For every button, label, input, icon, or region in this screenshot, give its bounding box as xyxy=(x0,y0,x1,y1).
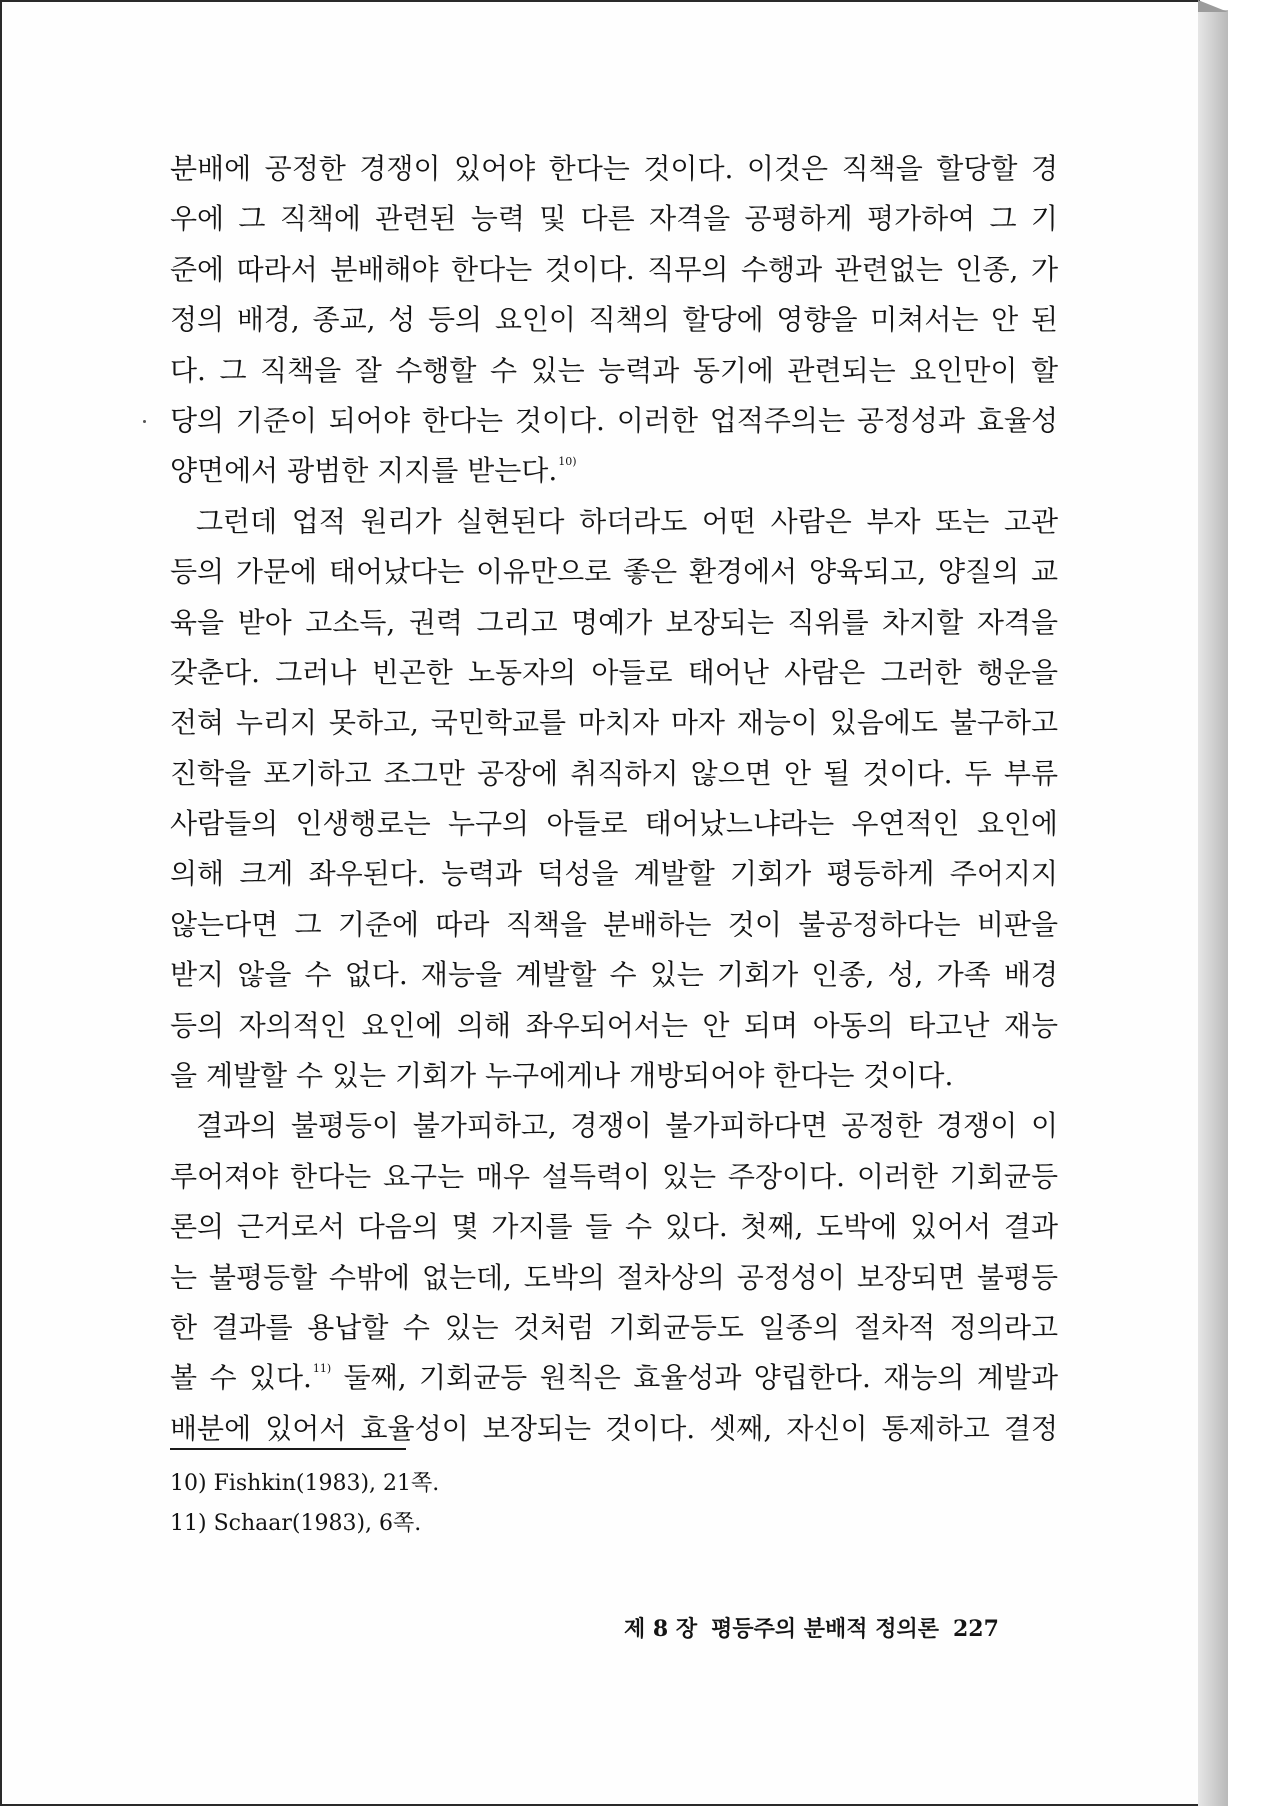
text-line-content: 볼 수 있다. xyxy=(170,1361,312,1395)
text-line: 루어져야 한다는 요구는 매우 설득력이 있는 주장이다. 이러한 기회균등 xyxy=(170,1159,1058,1193)
footnote-reference-11[interactable]: 11) xyxy=(312,1362,332,1376)
text-line: 등의 가문에 태어났다는 이유만으로 좋은 환경에서 양육되고, 양질의 교 xyxy=(170,555,1058,589)
text-line-content: 양면에서 광범한 지지를 받는다. xyxy=(170,454,558,488)
text-line xyxy=(170,446,1058,496)
text-line: 전혀 누리지 못하고, 국민학교를 마치자 마자 재능이 있음에도 불구하고 xyxy=(170,706,1058,740)
text-line: 정의 배경, 종교, 성 등의 요인이 직책의 할당에 영향을 미쳐서는 안 된 xyxy=(170,303,1058,337)
text-line: 받지 않을 수 없다. 재능을 계발할 수 있는 기회가 인종, 성, 가족 배경 xyxy=(170,958,1058,992)
footnote-reference-10[interactable]: 10) xyxy=(558,455,577,469)
text-line: 한 결과를 용납할 수 있는 것처럼 기회균등도 일종의 절차적 정의라고 xyxy=(170,1310,1058,1344)
paragraph-3 xyxy=(170,1101,1058,1454)
text-line: 당의 기준이 되어야 한다는 것이다. 이러한 업적주의는 공정성과 효율성 xyxy=(170,403,1058,437)
text-line: 사람들의 인생행로는 누구의 아들로 태어났느냐라는 우연적인 요인에 xyxy=(170,807,1058,841)
text-line: 않는다면 그 기준에 따라 직책을 분배하는 것이 불공정하다는 비판을 xyxy=(170,907,1058,941)
chapter-label: 제 8 장 xyxy=(624,1616,698,1642)
page-edge-shadow xyxy=(1198,10,1228,1806)
text-line: 등의 자의적인 요인에 의해 좌우되어서는 안 되며 아동의 타고난 재능 xyxy=(170,1008,1058,1042)
footnotes xyxy=(170,1464,439,1544)
chapter-title: 평등주의 분배적 정의론 xyxy=(711,1616,939,1642)
text-line-content: 둘째, 기회균등 원칙은 효율성과 양립한다. 재능의 계발과 xyxy=(331,1361,1058,1395)
page-corner-fold xyxy=(1198,0,1228,12)
text-line: 분배에 공정한 경쟁이 있어야 한다는 것이다. 이것은 직책을 할당할 경 xyxy=(170,152,1058,185)
text-line: 준에 따라서 분배해야 한다는 것이다. 직무의 수행과 관련없는 인종, 가 xyxy=(170,252,1058,286)
text-line: 배분에 있어서 효율성이 보장되는 것이다. 셋째, 자신이 통제하고 결정 xyxy=(170,1411,1058,1445)
text-line: 갖춘다. 그러나 빈곤한 노동자의 아들로 태어난 사람은 그러한 행운을 xyxy=(170,655,1058,689)
scan-speck xyxy=(143,420,146,423)
text-line: 의해 크게 좌우된다. 능력과 덕성을 계발할 기회가 평등하게 주어지지 xyxy=(170,857,1058,891)
footnote-separator xyxy=(170,1448,406,1450)
body-text xyxy=(170,144,1058,1454)
page-number: 227 xyxy=(952,1616,999,1642)
text-line: 육을 받아 고소득, 권력 그리고 명예가 보장되는 직위를 차지할 자격을 xyxy=(170,605,1058,639)
text-line: 는 불평등할 수밖에 없는데, 도박의 절차상의 공정성이 보장되면 불평등 xyxy=(170,1260,1058,1294)
paragraph-1 xyxy=(170,144,1058,497)
text-line: 그런데 업적 원리가 실현된다 하더라도 어떤 사람은 부자 또는 고관 xyxy=(196,504,1058,538)
footnote-10: 10) Fishkin(1983), 21쪽. xyxy=(170,1471,440,1496)
text-line: 론의 근거로서 다음의 몇 가지를 들 수 있다. 첫째, 도박에 있어서 결과 xyxy=(170,1210,1058,1244)
paragraph-2 xyxy=(170,497,1058,1102)
footnote-11: 11) Schaar(1983), 6쪽. xyxy=(170,1511,422,1536)
running-footer xyxy=(624,1614,999,1644)
text-line: 결과의 불평등이 불가피하고, 경쟁이 불가피하다면 공정한 경쟁이 이 xyxy=(196,1109,1058,1143)
text-line: 을 계발할 수 있는 기회가 누구에게나 개방되어야 한다는 것이다. xyxy=(170,1059,954,1093)
text-line: 진학을 포기하고 조그만 공장에 취직하지 않으면 안 될 것이다. 두 부류 xyxy=(170,756,1058,790)
text-line: 다. 그 직책을 잘 수행할 수 있는 능력과 동기에 관련되는 요인만이 할 xyxy=(170,353,1058,387)
text-line xyxy=(170,1353,1058,1403)
text-line: 우에 그 직책에 관련된 능력 및 다른 자격을 공평하게 평가하여 그 기 xyxy=(170,202,1058,236)
